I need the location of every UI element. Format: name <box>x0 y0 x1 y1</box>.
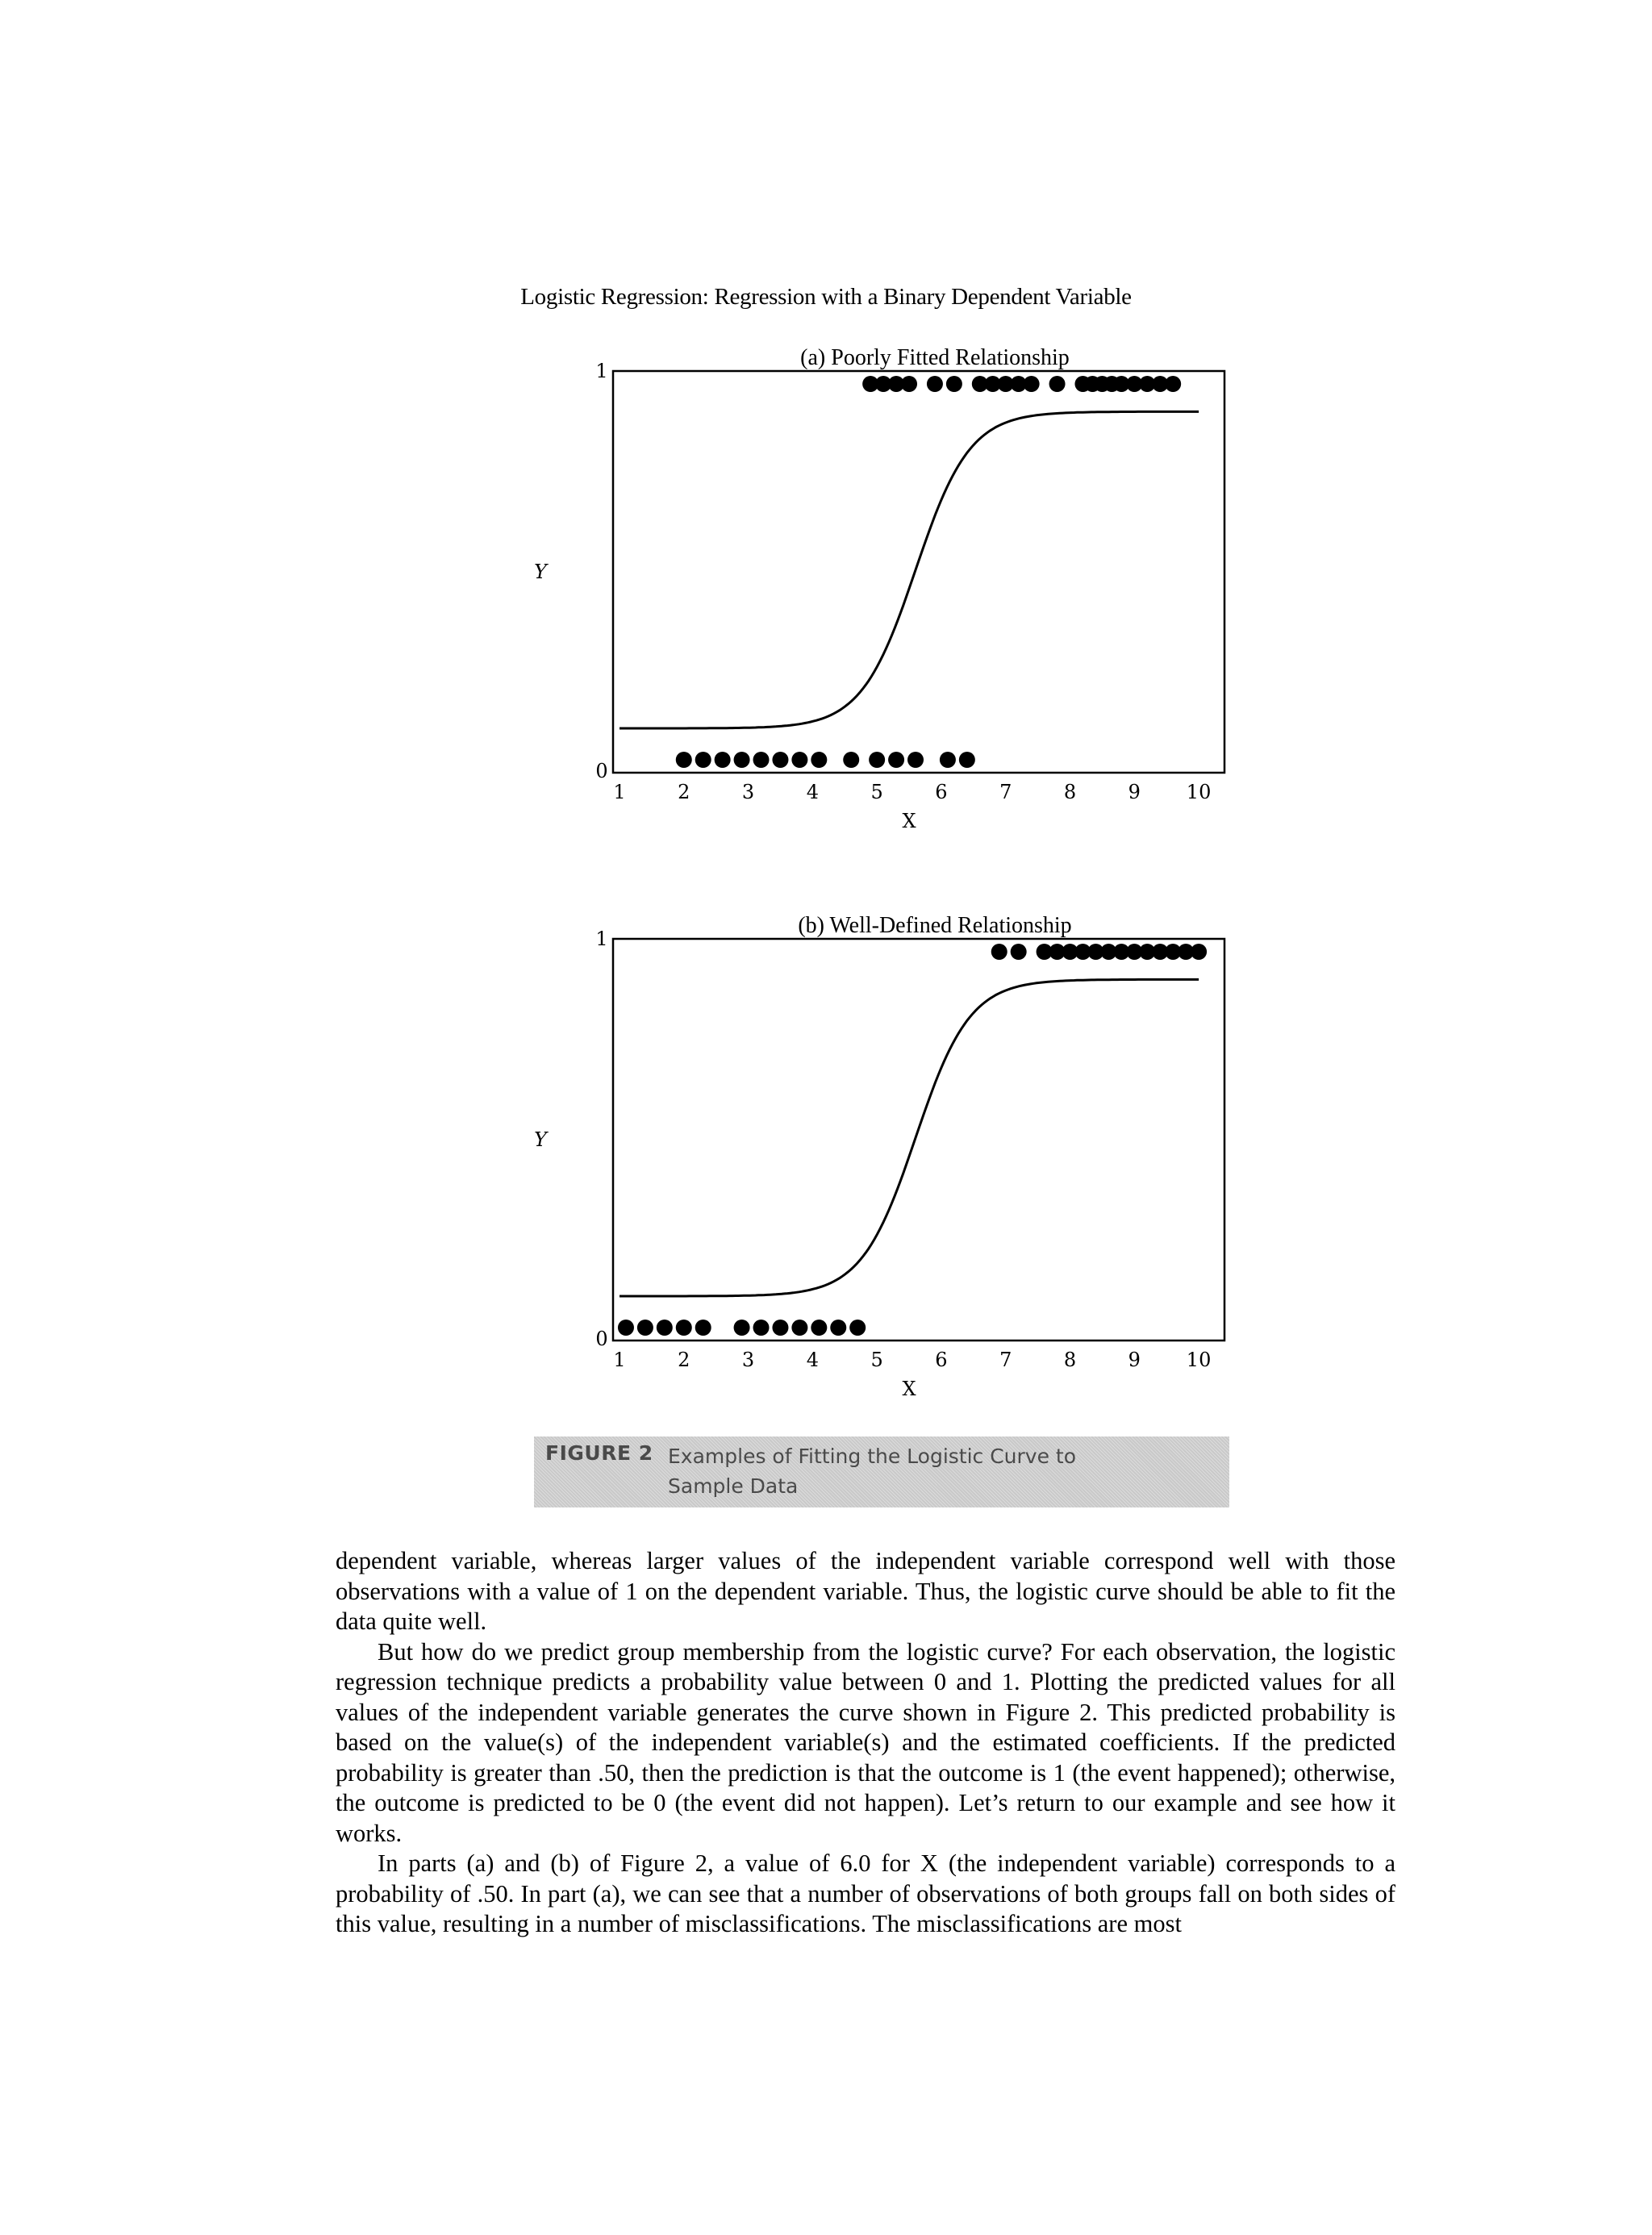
chart-b-svg <box>508 907 1250 1400</box>
chart-b-xtick-3: 3 <box>741 1349 755 1371</box>
chart-a-svg <box>508 339 1250 832</box>
chart-b-point-y0-8 <box>791 1320 807 1336</box>
chart-a-xlabel: X <box>902 810 916 832</box>
chart-b-point-y0-7 <box>772 1320 788 1336</box>
chart-a-point-y0-0 <box>676 752 692 768</box>
chart-b-plot-frame <box>613 939 1224 1341</box>
chart-a-point-y0-7 <box>811 752 827 768</box>
chart-panel-b <box>508 907 1250 1400</box>
chart-a-point-y1-11 <box>1049 376 1066 392</box>
chart-a-ytick-0: 0 <box>595 760 608 782</box>
chart-b-xtick-9: 9 <box>1128 1349 1141 1371</box>
paragraph-3-text: In parts (a) and (b) of Figure 2, a value of 6.0 for X (the independent variable) corresponds to a probability of .50. In part (a), we can see that a number of observations of both groups fall on both sides of this value, resulting in a number of misclassifications. The misclassifications are most <box>336 1849 1395 1937</box>
chart-b-xtick-8: 8 <box>1063 1349 1077 1371</box>
chart-a-point-y0-5 <box>772 752 788 768</box>
chart-a-xtick-4: 4 <box>806 781 819 803</box>
chart-a-xtick-6: 6 <box>935 781 948 803</box>
chart-a-point-y1-10 <box>1024 376 1040 392</box>
chart-a-point-y1-5 <box>946 376 962 392</box>
chart-a-point-y0-9 <box>869 752 885 768</box>
caption-line-2: Sample Data <box>668 1474 799 1498</box>
paragraph-2: But how do we predict group membership from the logistic curve? For each observation, the logistic regression technique predicts a probability value between 0 and 1. Plotting the predicted values for all values of the independent variable generates the curve shown in Figure 2. This predicted probability is based on the value(s) of the independent variable(s) and the estimated coefficients. If the predicted probability is greater than .50, then the prediction is that the outcome is 1 (the event happened); otherwise, the outcome is predicted to be 0 (the event did not happen). Let’s return to our example and see how it works. <box>336 1637 1395 1847</box>
chart-a-point-y0-1 <box>695 752 711 768</box>
chart-b-chart-title: (b) Well-Defined Relationship <box>798 913 1072 938</box>
chart-b-point-y1-1 <box>1011 944 1027 960</box>
body-text <box>336 1546 1395 1940</box>
chart-b-xtick-1: 1 <box>613 1349 626 1371</box>
chart-b-point-y0-2 <box>657 1320 673 1336</box>
chart-b-point-y0-4 <box>695 1320 711 1336</box>
chart-b-xtick-6: 6 <box>935 1349 948 1371</box>
chart-b-xlabel: X <box>902 1378 916 1400</box>
caption-text <box>668 1441 1152 1501</box>
chart-b-logistic-curve <box>620 979 1199 1296</box>
figure-caption <box>534 1436 1229 1507</box>
caption-line-1: Examples of Fitting the Logistic Curve to <box>668 1445 1077 1468</box>
chart-b-point-y0-6 <box>753 1320 770 1336</box>
chart-a-point-y0-8 <box>843 752 859 768</box>
paragraph-1: dependent variable, whereas larger values of the independent variable correspond well with those observations with a value of 1 on the dependent variable. Thus, the logistic curve should be able to fit the data quite well. <box>336 1547 1395 1635</box>
chart-a-xtick-5: 5 <box>870 781 883 803</box>
chart-a-point-y0-10 <box>888 752 904 768</box>
chart-a-point-y0-12 <box>940 752 956 768</box>
chart-a-plot-frame <box>613 371 1224 773</box>
chart-b-point-y1-14 <box>1191 944 1207 960</box>
chart-a-ylabel: Y <box>534 561 547 583</box>
chart-a-xtick-10: 10 <box>1186 781 1212 803</box>
caption-label: FIGURE 2 <box>545 1441 653 1465</box>
chart-b-xtick-10: 10 <box>1186 1349 1212 1371</box>
chart-a-point-y0-6 <box>791 752 807 768</box>
paragraph-3 <box>336 1849 1395 1940</box>
chart-a-xtick-9: 9 <box>1128 781 1141 803</box>
chart-a-xtick-1: 1 <box>613 781 626 803</box>
chart-a-xtick-2: 2 <box>678 781 690 803</box>
chart-b-xtick-4: 4 <box>806 1349 819 1371</box>
chart-b-point-y0-10 <box>830 1320 846 1336</box>
chart-a-point-y0-4 <box>753 752 770 768</box>
chart-b-ytick-1: 1 <box>595 928 608 950</box>
chart-b-point-y1-0 <box>991 944 1007 960</box>
chart-b-xtick-2: 2 <box>678 1349 690 1371</box>
chart-b-xtick-5: 5 <box>870 1349 883 1371</box>
chart-a-point-y1-3 <box>901 376 917 392</box>
chart-a-ytick-1: 1 <box>595 360 608 382</box>
chart-a-point-y1-4 <box>927 376 943 392</box>
chart-a-xtick-7: 7 <box>999 781 1012 803</box>
chart-a-point-y0-3 <box>734 752 750 768</box>
running-head: Logistic Regression: Regression with a Binary Dependent Variable <box>520 284 1132 310</box>
chart-a-point-y0-13 <box>959 752 975 768</box>
chart-b-point-y0-11 <box>849 1320 866 1336</box>
chart-b-point-y0-5 <box>734 1320 750 1336</box>
chart-b-ylabel: Y <box>534 1128 547 1151</box>
chart-a-xtick-8: 8 <box>1063 781 1077 803</box>
chart-a-point-y0-11 <box>907 752 924 768</box>
chart-b-point-y0-9 <box>811 1320 827 1336</box>
chart-b-point-y0-0 <box>618 1320 634 1336</box>
chart-a-point-y1-20 <box>1165 376 1181 392</box>
chart-b-xtick-7: 7 <box>999 1349 1012 1371</box>
chart-b-point-y0-1 <box>637 1320 653 1336</box>
chart-a-chart-title: (a) Poorly Fitted Relationship <box>800 345 1070 370</box>
chart-b-point-y0-3 <box>676 1320 692 1336</box>
chart-a-point-y0-2 <box>715 752 731 768</box>
chart-panel-a <box>508 339 1250 832</box>
chart-a-xtick-3: 3 <box>741 781 755 803</box>
chart-b-ytick-0: 0 <box>595 1328 608 1350</box>
chart-a-logistic-curve <box>620 411 1199 728</box>
